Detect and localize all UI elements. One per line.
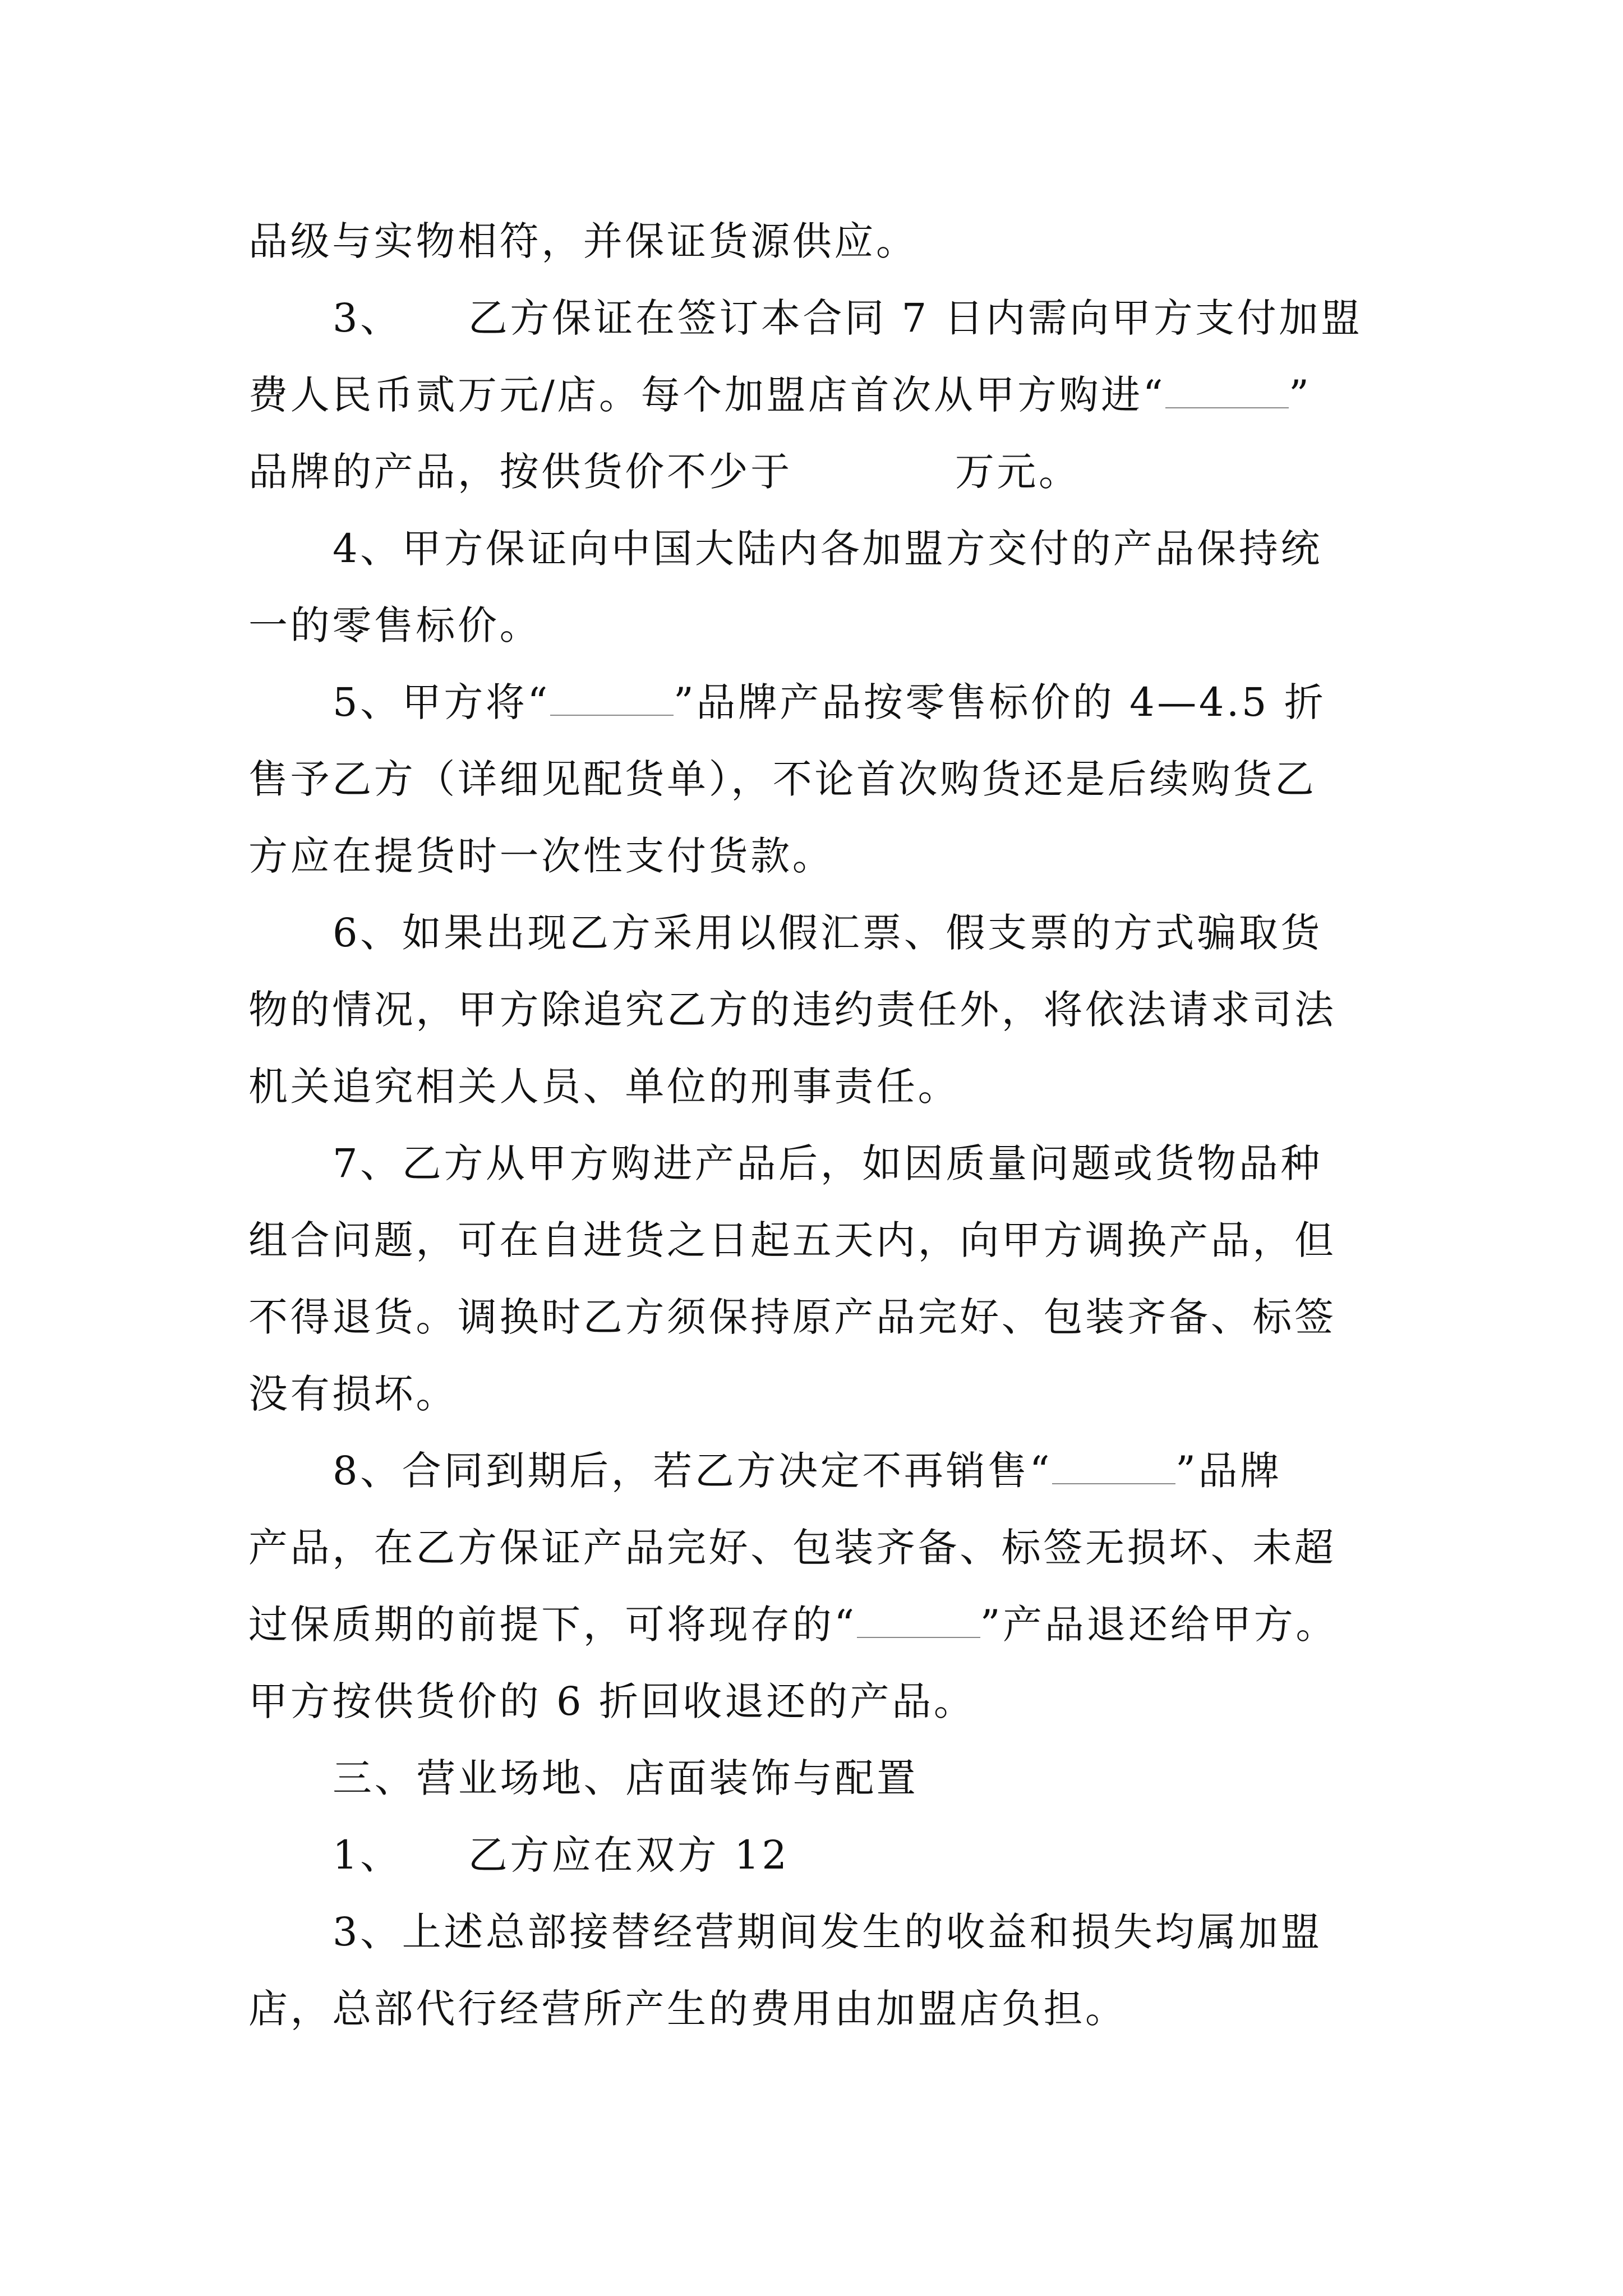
brand-name-blank [1165, 378, 1289, 408]
text-segment: 乙方保证在签订本合同 7 日内需向甲方支付加盟 [468, 295, 1363, 341]
brand-name-blank [1052, 1454, 1175, 1484]
clause-number: 3、 [333, 295, 402, 341]
text-segment: 售予乙方（详细见配货单），不论首次购货还是后续购货乙 [248, 756, 1317, 802]
brand-name-blank [550, 685, 674, 716]
text-segment: 组合问题，可在自进货之日起五天内，向甲方调换产品，但 [248, 1217, 1336, 1263]
brand-name-blank [857, 1608, 980, 1638]
text-segment: ”品牌 [1175, 1448, 1282, 1494]
clause-3-line-3 [248, 434, 1376, 510]
text-segment: 不得退货。调换时乙方须保持原产品完好、包装齐备、标签 [248, 1294, 1336, 1340]
text-segment: 过保质期的前提下，可将现存的“ [248, 1602, 857, 1648]
clause-4-line-1 [248, 510, 1376, 587]
text-segment: 甲方按供货价的 6 折回收退还的产品。 [248, 1678, 976, 1724]
clause-number: 1、 [333, 1832, 402, 1878]
text-segment: 机关追究相关人员、单位的刑事责任。 [248, 1064, 960, 1110]
clause-5-line-2 [248, 741, 1376, 818]
clause-7-line-4 [248, 1356, 1376, 1433]
contract-text [248, 203, 1376, 2047]
clause-8-line-4 [248, 1663, 1376, 1740]
text-segment: ” [1289, 372, 1312, 418]
text-segment: 没有损坏。 [248, 1371, 458, 1417]
text-segment: 万元。 [955, 449, 1081, 495]
section-heading [248, 1740, 1376, 1817]
text-segment: 7、乙方从甲方购进产品后，如因质量问题或货物品种 [333, 1140, 1322, 1186]
text-segment: 品级与实物相符，并保证货源供应。 [248, 218, 918, 264]
text-segment: 费人民币贰万元/店。每个加盟店首次从甲方购进“ [248, 372, 1166, 418]
clause-4-line-2 [248, 587, 1376, 664]
clause-3-line-2 [248, 357, 1376, 434]
clause-6-line-3 [248, 1048, 1376, 1125]
clause-3-line-1 [248, 280, 1376, 357]
text-segment: 3、上述总部接替经营期间发生的收益和损失均属加盟 [333, 1909, 1322, 1955]
text-segment: 6、如果出现乙方采用以假汇票、假支票的方式骗取货 [333, 910, 1322, 956]
text-segment: 品牌的产品，按供货价不少于 [248, 449, 792, 495]
clause-5-line-1 [248, 664, 1376, 741]
clause-8-line-1 [248, 1433, 1376, 1510]
clause-8-line-2 [248, 1510, 1376, 1586]
section-3-clause-3-line-2 [248, 1971, 1376, 2047]
clause-8-line-3 [248, 1586, 1376, 1663]
section-3-clause-1 [248, 1817, 1376, 1894]
text-segment: 5、甲方将“ [333, 679, 550, 725]
clause-6-line-1 [248, 895, 1376, 972]
text-segment: 店，总部代行经营所产生的费用由加盟店负担。 [248, 1986, 1127, 2032]
clause-5-line-3 [248, 818, 1376, 895]
text-segment: ”产品退还给甲方。 [980, 1602, 1338, 1648]
text-segment: 物的情况，甲方除追究乙方的违约责任外，将依法请求司法 [248, 987, 1336, 1033]
text-segment: 4、甲方保证向中国大陆内各加盟方交付的产品保持统 [333, 526, 1322, 572]
text-segment: ”品牌产品按零售标价的 4—4.5 折 [673, 679, 1326, 725]
section-title: 三、营业场地、店面装饰与配置 [333, 1755, 919, 1801]
clause-7-line-1 [248, 1125, 1376, 1202]
clause-6-line-2 [248, 972, 1376, 1048]
text-segment: 产品，在乙方保证产品完好、包装齐备、标签无损坏、未超 [248, 1525, 1336, 1571]
text-segment: 8、合同到期后，若乙方决定不再销售“ [333, 1448, 1053, 1494]
clause-7-line-3 [248, 1279, 1376, 1356]
section-3-clause-3-line-1 [248, 1894, 1376, 1971]
text-segment: 方应在提货时一次性支付货款。 [248, 833, 834, 879]
text-line [248, 203, 1376, 280]
text-segment: 一的零售标价。 [248, 602, 542, 648]
clause-7-line-2 [248, 1202, 1376, 1279]
text-segment: 乙方应在双方 12 [468, 1832, 790, 1878]
